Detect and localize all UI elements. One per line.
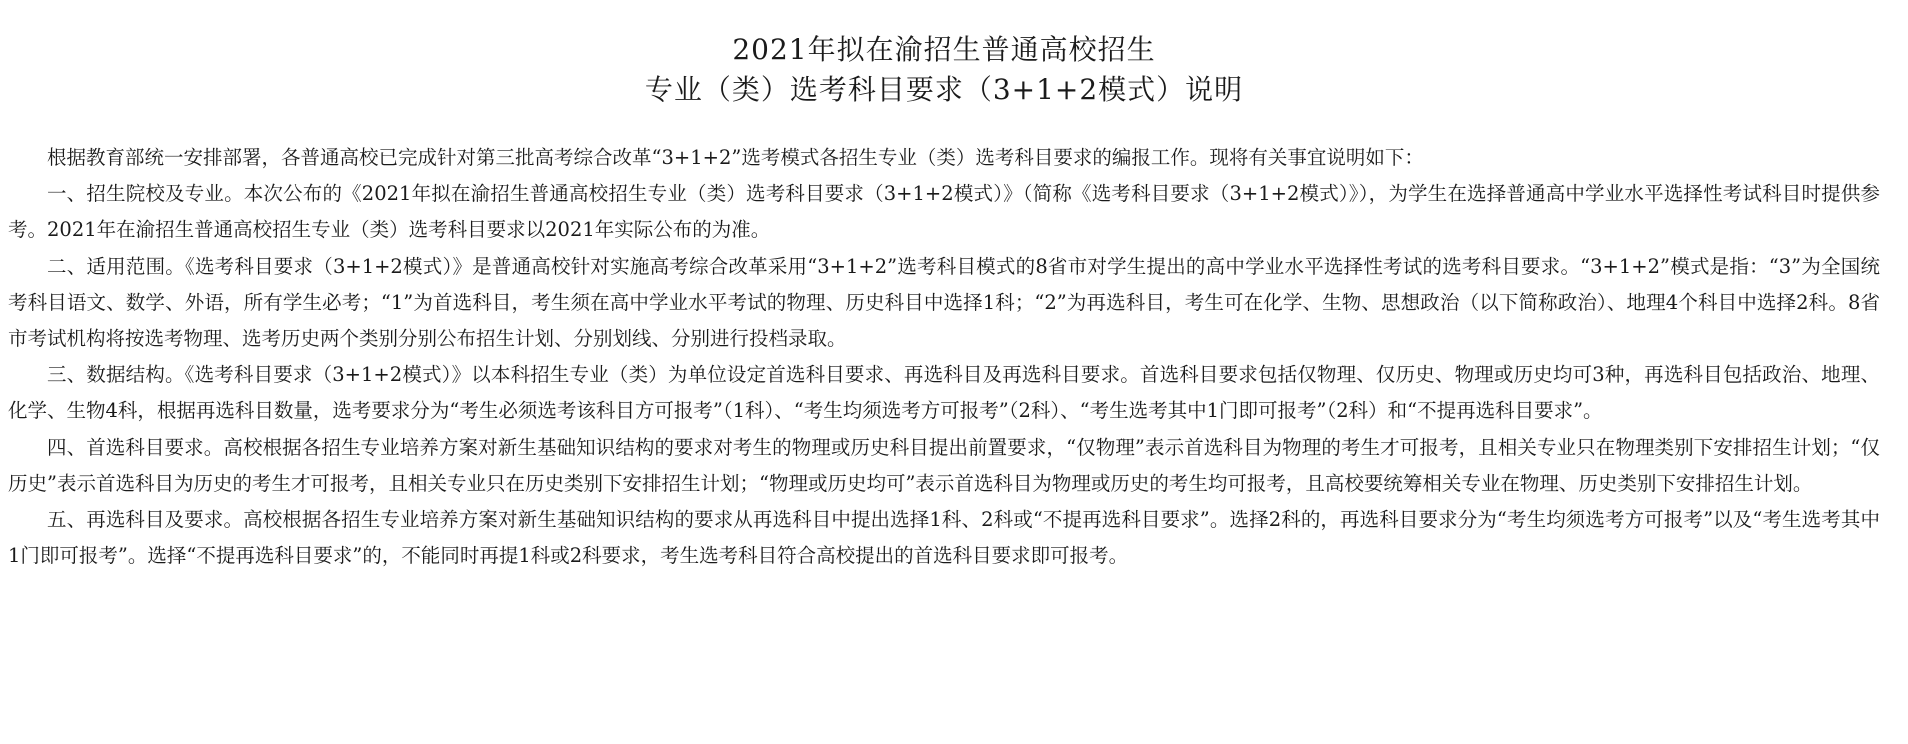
- document-title: [8, 0, 1880, 110]
- paragraph-section-4: 四、首选科目要求。高校根据各招生专业培养方案对新生基础知识结构的要求对考生的物理或历史科目提出前置要求，“仅物理”表示首选科目为物理的考生才可报考，且相关专业只在物理类别下安排招生计划；“仅历史”表示首选科目为历史的考生才可报考，且相关专业只在历史类别下安排招生计划；“物理或历史均可”表示首选科目为物理或历史的考生均可报考，且高校要统筹相关专业在物理、历史类别下安排招生计划。: [8, 435, 1880, 495]
- paragraph-section-1: 一、招生院校及专业。本次公布的《2021年拟在渝招生普通高校招生专业（类）选考科目要求（3+1+2模式）》（简称《选考科目要求（3+1+2模式）》），为学生在选择普通高中学业水平选择性考试科目时提供参考。2021年在渝招生普通高校招生专业（类）选考科目要求以2021年实际公布的为准。: [8, 182, 1880, 242]
- paragraph-section-3: 三、数据结构。《选考科目要求（3+1+2模式）》以本科招生专业（类）为单位设定首选科目要求、再选科目及再选科目要求。首选科目要求包括仅物理、仅历史、物理或历史均可3种，再选科目包括政治、地理、化学、生物4科，根据再选科目数量，选考要求分为“考生必须选考该科目方可报考”（1科）、“考生均须选考方可报考”（2科）、“考生选考其中1门即可报考”（2科）和“不提再选科目要求”。: [8, 363, 1880, 423]
- paragraph-section-2: 二、适用范围。《选考科目要求（3+1+2模式）》是普通高校针对实施高考综合改革采用“3+1+2”选考科目模式的8省市对学生提出的高中学业水平选择性考试的选考科目要求。“3+1+2”模式是指：“3”为全国统考科目语文、数学、外语，所有学生必考；“1”为首选科目，考生须在高中学业水平考试的物理、历史科目中选择1科；“2”为再选科目，考生可在化学、生物、思想政治（以下简称政治）、地理4个科目中选择2科。8省市考试机构将按选考物理、选考历史两个类别分别公布招生计划、分别划线、分别进行投档录取。: [8, 254, 1880, 351]
- paragraph-intro: 根据教育部统一安排部署，各普通高校已完成针对第三批高考综合改革“3+1+2”选考模式各招生专业（类）选考科目要求的编报工作。现将有关事宜说明如下：: [47, 146, 1424, 169]
- title-line-1: 2021年拟在渝招生普通高校招生: [732, 33, 1156, 66]
- title-line-2: 专业（类）选考科目要求（3+1+2模式）说明: [644, 73, 1244, 106]
- paragraph-section-5: 五、再选科目及要求。高校根据各招生专业培养方案对新生基础知识结构的要求从再选科目中提出选择1科、2科或“不提再选科目要求”。选择2科的，再选科目要求分为“考生均须选考方可报考”以及“考生选考其中1门即可报考”。选择“不提再选科目要求”的，不能同时再提1科或2科要求，考生选考科目符合高校提出的首选科目要求即可报考。: [8, 508, 1880, 568]
- document-body: [8, 140, 1880, 574]
